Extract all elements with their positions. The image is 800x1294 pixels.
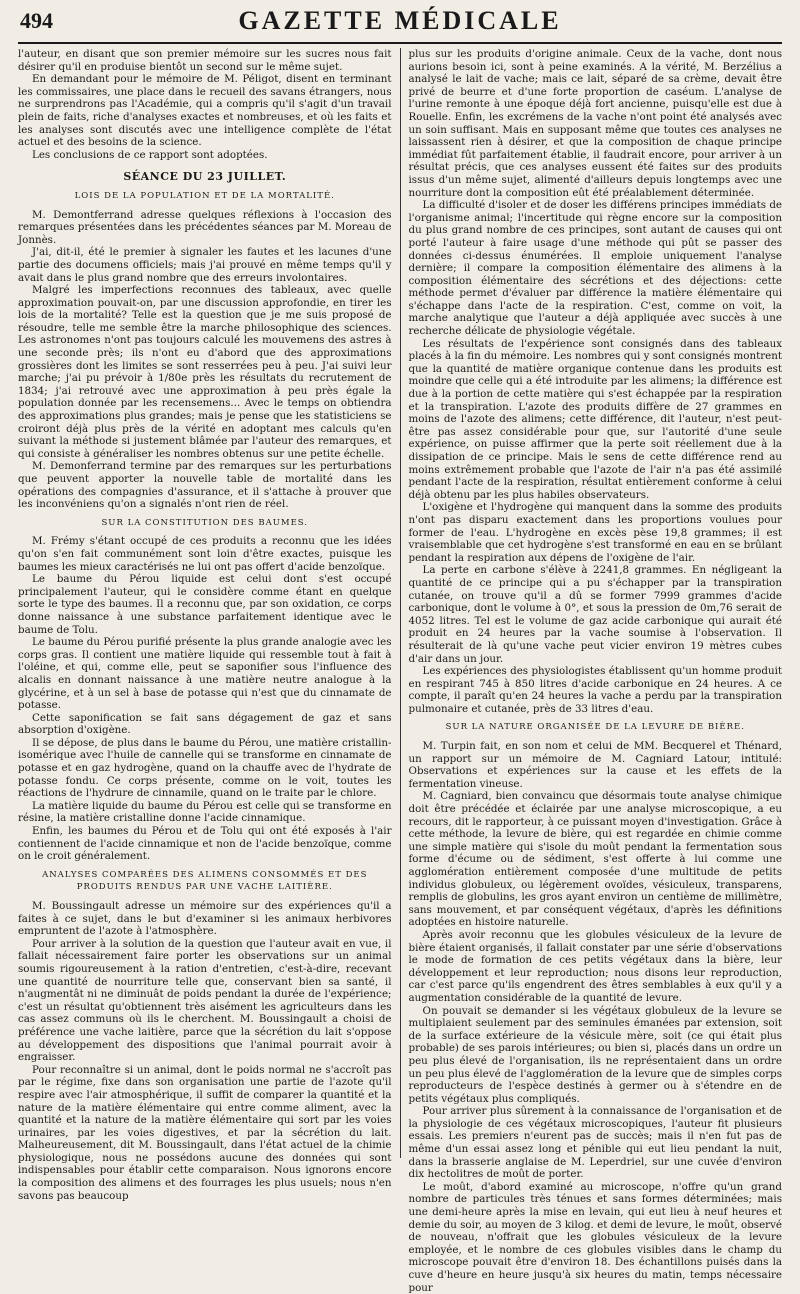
paragraph: La difficulté d'isoler et de doser les différens principes immédiats de l'organisme animal; l'incertitude qui règne encore sur la composition du plus grand nombre de ces principes, sont autant de causes qui ont porté l'auteur à faire usage d'une méthode qui pût se passer des données ci-dessus énumérées. Il emploie uniquement l'analyse dernière; il compare la composition élémentaire des alimens à la composition élémentaire des sécrétions et des déjections: cette méthode permet d'évaluer par différence la matière élémentaire qui s'échappe dans l'acte de la respiration. C'est, comme on voit, la marche analytique que l'auteur a déjà appliquée avec succès à une recherche délicate de physiologie végétale. <box>408 199 783 338</box>
paragraph: Après avoir reconnu que les globules vésiculeux de la levure de bière étaient organisés, il fallait constater par une série d'observations le mode de formation de ces petits végétaux dans la bière, leur développement et leur reproduction; nous disons leur reproduction, car c'est parce qu'ils engendrent des êtres semblables à eux qu'il y a augmentation considérable de la quantité de levure. <box>408 928 783 1004</box>
paragraph: Les expériences des physiologistes établissent qu'un homme produit en respirant 745 à 850 litres d'acide carbonique en 24 heures. A ce compte, il paraît qu'en 24 heures la vache a perdu par la transpiration pulmonaire et cutanée, près de 33 litres d'eau. <box>408 665 783 715</box>
paragraph: On pouvait se demander si les végétaux globuleux de la levure se multiplaient seulement par des seminules émanées par extension, soit de la surface extérieure de la vésicule mère, soit (ce qui était plus probable) de ses parois intérieures; ou bien si, placés dans un ordre un peu plus élevé de l'organisation, ils ne représentaient dans un ordre un peu plus élevé de l'agglomération de la levure que de simples corps reproducteurs de l'espèce destinés à germer ou à s'étendre en de petits végétaux plus compliqués. <box>408 1004 783 1105</box>
paragraph: Il se dépose, de plus dans le baume du Pérou, une matière cristallin-isomérique avec l'huile de cannelle qui se transforme en cinnamate de potasse et en gaz hydrogène, quand on la chauffe avec de l'hydrate de potasse fondu. Ce corps présente, comme on le voit, toutes les réactions de l'hydrure de cinnamile, quand on le traite par le chlore. <box>18 736 392 800</box>
paragraph: Le baume du Pérou liquide est celui dont s'est occupé principalement l'auteur, qui le considère comme étant en quelque sorte le type des baumes. Il a reconnu que, par son oxidation, ce corps donne naissance à une substance parfaitement identique avec le baume de Tolu. <box>18 573 392 636</box>
column-rule <box>400 48 401 1158</box>
paragraph: Pour reconnaître si un animal, dont le poids normal ne s'accroît pas par le régime, fixe dans son organisation une partie de l'azote qu'il respire avec l'air atmosphérique, il suffit de comparer la quantité et la nature de la matière élémentaire qui entre comme aliment, avec la quantité et la nature de la matière élémentaire qui sort par les voies urinaires, par les voies digestives, et par la sécrétion du lait. Malheureusement, dit M. Boussingault, dans l'état actuel de la chimie physiologique, nous ne possédons aucune des données qui sont indispensables pour établir cette comparaison. Nous ignorons encore la composition des alimens et des fourrages les plus usuels; nous n'en savons pas beaucoup <box>18 1063 392 1202</box>
paragraph: Les conclusions de ce rapport sont adoptées. <box>32 148 268 161</box>
paragraph: Pour arriver à la solution de la question que l'auteur avait en vue, il fallait nécessairement faire porter les observations sur un animal soumis rigoureusement à la ration d'entretien, c'est-à-dire, recevant une quantité de nourriture telle que, conservant bien sa santé, il n'augmentât ni ne diminuât de poids pendant la durée de l'expérience; c'est un résultat qu'obtiennent très aisément les agriculteurs dans les cas assez communs où ils le cherchent. M. Boussingault a choisi de préférence une vache laitière, parce que la sécrétion du lait s'oppose au développement des dispositions que l'animal pourrait avoir à engraisser. <box>18 937 392 1064</box>
paragraph: M. Boussingault adresse un mémoire sur des expériences qu'il a faites à ce sujet, dans le but d'examiner si les animaux herbivores empruntent de l'azote à l'atmosphère. <box>18 900 392 938</box>
paragraph: M. Frémy s'étant occupé de ces produits a reconnu que les idées qu'on s'en fait communément sont loin d'être exactes, puisque les baumes les mieux caractérisés ne lui ont pas offert d'acide benzoïque. <box>18 535 392 573</box>
paragraph: Enfin, les baumes du Pérou et de Tolu qui ont été exposés à l'air contiennent de l'acide cinnamique et non de l'acide benzoïque, comme on le croit généralement. <box>18 825 392 863</box>
paragraph: Pour arriver plus sûrement à la connaissance de l'organisation et de la physiologie de ces végétaux microscopiques, l'auteur fit plusieurs essais. Les premiers n'eurent pas de succès; mais il n'en fut pas de même d'un essai assez long et pénible qui eut lieu pendant la nuit, dans la brasserie anglaise de M. Leperdriel, sur une cuvée d'environ dix hectolitres de moût de porter. <box>408 1105 783 1181</box>
section-heading: SUR LA NATURE ORGANISÉE DE LA LEVURE DE BIÈRE. <box>445 722 745 733</box>
left-column <box>18 48 392 1202</box>
paragraph: Cette saponification se fait sans dégagement de gaz et sans absorption d'oxigène. <box>18 711 392 737</box>
paragraph: L'oxigène et l'hydrogène qui manquent dans la somme des produits n'ont pas disparu exactement dans les proportions voulues pour former de l'eau. L'hydrogène en excès pèse 19,8 grammes; il est vraisemblable que cet hydrogène s'est transformé en eau en se brûlant pendant la respiration aux dépens de l'oxigène de l'air. <box>408 501 783 564</box>
paragraph: Les résultats de l'expérience sont consignés dans des tableaux placés à la fin du mémoire. Les nombres qui y sont consignés montrent que la quantité de matière organique contenue dans les produits est moindre que celle qui a été introduite par les alimens; la différence est due à la portion de cette matière qui s'est échappée par la respiration et la transpiration. L'azote des produits diffère de 27 grammes en moins de l'azote des alimens; cette différence, dit l'auteur, n'est peut-être pas assez considérable pour que, sur l'autorité d'une seule expérience, on puisse affirmer que la perte soit réellement due à la dissipation de ce principe. Mais le sens de cette différence rend au moins extrêmement probable que l'azote de l'air n'a pas été assimilé pendant l'acte de la respiration, résultat entièrement conforme à celui déjà obtenu par les plus habiles observateurs. <box>408 337 783 501</box>
paragraph: plus sur les produits d'origine animale. Ceux de la vache, dont nous aurions besoin ici, sont à peine examinés. A la vérité, M. Berzélius a analysé le lait de vache; mais ce lait, séparé de sa crème, devait être privé de beurre et d'une forte proportion de caséum. L'analyse de l'urine remonte à une époque déjà fort ancienne, puisqu'elle est due à Rouelle. Enfin, les excrémens de la vache n'ont point été analysés avec un soin suffisant. Mais en supposant même que toutes ces analyses ne laissassent rien à désirer, et que la composition de chaque principe immédiat fût parfaitement établie, il faudrait encore, pour arriver à un résultat précis, que ces analyses eussent été faites sur des produits issus d'un même sujet, alimenté d'ailleurs depuis longtemps avec une nourriture dont la composition eût été préalablement déterminée. <box>408 48 783 199</box>
right-column <box>408 48 783 1294</box>
page-header <box>18 0 782 44</box>
masthead-title: GAZETTE MÉDICALE <box>238 6 562 35</box>
section-heading: ANALYSES COMPARÉES DES ALIMENS CONSOMMÉS ET DES PRODUITS RENDUS PAR UNE VACHE LAITIÈRE. <box>42 869 368 893</box>
paragraph: Malgré les imperfections reconnues des tableaux, avec quelle approximation pouvait-on, par une discussion approfondie, en tirer les lois de la mortalité? Telle est la question que je me suis proposé de résoudre, telle me semble être la marche philosophique des sciences. Les astronomes n'ont pas toujours calculé les mouvemens des astres à une seconde près; ils n'ont eu d'abord que des approximations grossières dont les limites se sont resserrées peu à peu. J'ai suivi leur marche; j'ai pu prévoir à 1/80e près les résultats du recrutement de 1834; j'ai retrouvé avec une approximation à peu près égale la population donnée par les recensemens... Avec le temps on obtiendra des approximations plus grandes; mais je pense que les statisticiens se croiront déjà plus près de la vérité en adoptant mes calculs qu'en suivant la méthode si justement blâmée par l'auteur des remarques, et qui consiste à généraliser les nombres obtenus sur une petite échelle. <box>18 284 392 460</box>
paragraph: M. Demonferrand termine par des remarques sur les perturbations que peuvent apporter la nouvelle table de mortalité dans les opérations des compagnies d'assurance, et il s'attache à prouver que les inconvéniens qu'on a signalés n'ont rien de réel. <box>18 460 392 511</box>
paragraph: M. Demontferrand adresse quelques réflexions à l'occasion des remarques présentées dans les précédentes séances par M. Moreau de Jonnès. <box>18 208 392 246</box>
paragraph: Le baume du Pérou purifié présente la plus grande analogie avec les corps gras. Il contient une matière liquide qui ressemble tout à fait à l'oléine, et qui, comme elle, peut se saponifier sous l'influence des alcalis en donnant naissance à une matière neutre analogue à la glycérine, et à un sel à base de potasse qui n'est que du cinnamate de potasse. <box>18 636 392 712</box>
section-heading: SUR LA CONSTITUTION DES BAUMES. <box>101 517 309 528</box>
paragraph: M. Cagniard, bien convaincu que désormais toute analyse chimique doit être précédée et éclairée par une analyse microscopique, a eu recours, dit le rapporteur, à ce puissant moyen d'investigation. Grâce à cette méthode, la levure de bière, qui est regardée en chimie comme une simple matière qui s'isole du moût pendant la fermentation sous forme d'écume ou de sédiment, s'est offerte à lui comme une agglomération entièrement composée d'une multitude de petits individus globuleux, ou légèrement ovoïdes, vésiculeux, transparens, remplis de globulins, les gros ayant environ un centième de millimètre, sans mouvement, et par conséquent végétaux, d'après les définitions adoptées en histoire naturelle. <box>408 790 783 929</box>
paragraph: M. Turpin fait, en son nom et celui de MM. Becquerel et Thénard, un rapport sur un mémoire de M. Cagniard Latour, intitulé: Observations et expériences sur la cause et les effets de la fermentation vineuse. <box>408 740 783 790</box>
two-column-body <box>18 48 783 1294</box>
section-heading: LOIS DE LA POPULATION ET DE LA MORTALITÉ. <box>74 190 335 201</box>
paragraph: J'ai, dit-il, été le premier à signaler les fautes et les lacunes d'une partie des documens officiels; mais j'ai prouvé en même temps qu'il y avait dans le plus grand nombre que des erreurs involontaires. <box>18 246 392 284</box>
page-number: 494 <box>20 8 53 33</box>
paragraph: l'auteur, en disant que son premier mémoire sur les sucres nous fait désirer qu'il en produise bientôt un second sur le même sujet. <box>18 48 392 73</box>
session-heading: SÉANCE DU 23 JUILLET. <box>123 170 287 184</box>
paragraph: La matière liquide du baume du Pérou est celle qui se transforme en résine, la matière cristalline donne l'acide cinnamique. <box>18 799 392 825</box>
paragraph: La perte en carbone s'élève à 2241,8 grammes. En négligeant la quantité de ce principe qui a pu s'échapper par la transpiration cutanée, on trouve qu'il a dû se former 7999 grammes d'acide carbonique, dont le volume à 0°, et sous la pression de 0m,76 serait de 4052 litres. Tel est le volume de gaz acide carbonique qui aurait été produit en 24 heures par la vache soumise à l'observation. Il résulterait de là qu'une vache peut vicier environ 19 mètres cubes d'air dans un jour. <box>408 564 783 665</box>
paragraph: En demandant pour le mémoire de M. Péligot, disent en terminant les commissaires, une place dans le recueil des savans étrangers, nous ne surprendrons pas l'Académie, qui a compris qu'il s'agit d'un travail plein de faits, riche d'analyses exactes et nombreuses, et où les faits et les analyses sont discutés avec une intelligence complète de l'état actuel et des besoins de la science. <box>18 73 392 149</box>
paragraph: Le moût, d'abord examiné au microscope, n'offre qu'un grand nombre de particules très ténues et sans formes déterminées; mais une demi-heure après la mise en levain, qui eut lieu à neuf heures et demie du soir, au moyen de 3 kilog. et demi de levure, le moût, observé de nouveau, n'offrait que les globules vésiculeux de la levure employée, et le nombre de ces globules visibles dans le champ du microscope pouvait être d'environ 18. Des échantillons puisés dans la cuve d'heure en heure jusqu'à six heures du matin, temps nécessaire pour <box>408 1180 783 1294</box>
